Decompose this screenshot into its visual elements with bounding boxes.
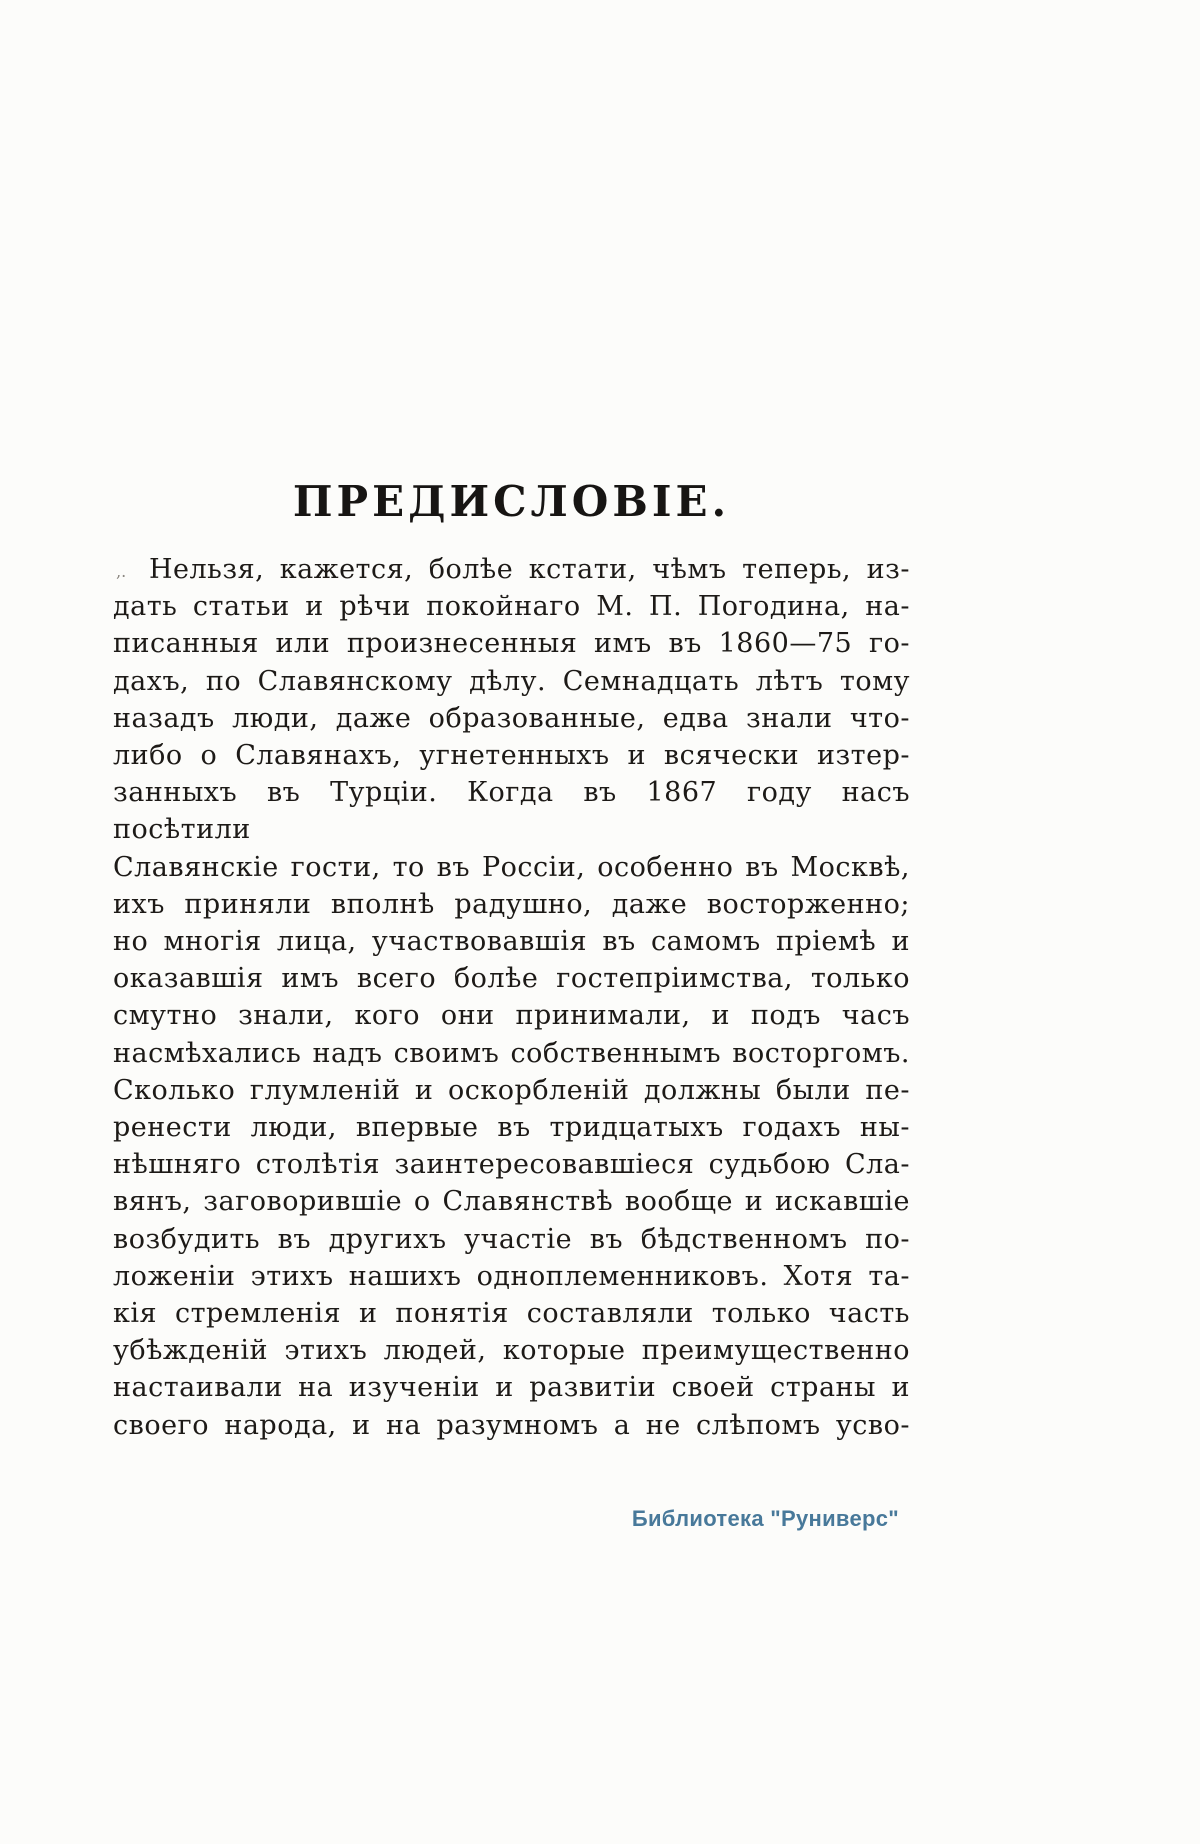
text-line: но многія лица, участвовавшія въ самомъ пріемѣ и	[113, 926, 910, 958]
text-line: либо о Славянахъ, угнетенныхъ и всячески изтер-	[113, 740, 910, 772]
library-watermark: Библиотека "Руниверс"	[631, 1506, 899, 1531]
text-line: дахъ, по Славянскому дѣлу. Семнадцать лѣтъ тому	[113, 665, 910, 697]
text-line: Сколько глумленій и оскорбленій должны были пе-	[113, 1074, 910, 1106]
text-line: назадъ люди, даже образованные, едва знали что-	[113, 702, 910, 734]
text-line: оказавшія имъ всего болѣе гостепріимства, только	[113, 963, 910, 995]
text-line: ложеніи этихъ нашихъ одноплеменниковъ. Хотя та-	[113, 1260, 910, 1292]
text-line: возбудить въ другихъ участіе въ бѣдственномъ по-	[113, 1223, 910, 1255]
text-line: своего народа, и на разумномъ а не слѣпомъ усво-	[113, 1409, 910, 1441]
text-line: дать статьи и рѣчи покойнаго М. П. Погодина, на-	[113, 591, 910, 623]
text-line: Нельзя, кажется, болѣе кстати, чѣмъ теперь, из-	[149, 554, 910, 585]
text-line: кія стремленія и понятія составляли только часть	[113, 1298, 910, 1330]
text-line: настаивали на изученіи и развитіи своей страны и	[113, 1372, 910, 1404]
text-line: насмѣхались надъ своимъ собственнымъ восторгомъ.	[113, 1037, 910, 1069]
text-line: смутно знали, кого они принимали, и подъ часъ	[113, 1000, 910, 1032]
text-line: Славянскіе гости, то въ Россіи, особенно въ Москвѣ,	[113, 851, 910, 883]
text-line: ихъ приняли вполнѣ радушно, даже восторженно;	[113, 888, 910, 920]
text-line: занныхъ въ Турціи. Когда въ 1867 году насъ посѣтили	[113, 777, 910, 846]
text-line: писанныя или произнесенныя имъ въ 1860—75 го-	[113, 628, 910, 660]
text-line: вянъ, заговорившіе о Славянствѣ вообще и искавшіе	[113, 1186, 910, 1218]
ink-artifact: ‚.	[116, 562, 127, 581]
page-title: ПРЕДИСЛОВІЕ.	[292, 477, 731, 526]
text-line: ренести люди, впервые въ тридцатыхъ годахъ ны-	[113, 1112, 910, 1144]
text-line: нѣшняго столѣтія заинтересовавшіеся судьбою Сла-	[113, 1149, 910, 1181]
text-line: убѣжденій этихъ людей, которые преимущественно	[113, 1335, 910, 1367]
preface-text	[113, 551, 910, 1444]
